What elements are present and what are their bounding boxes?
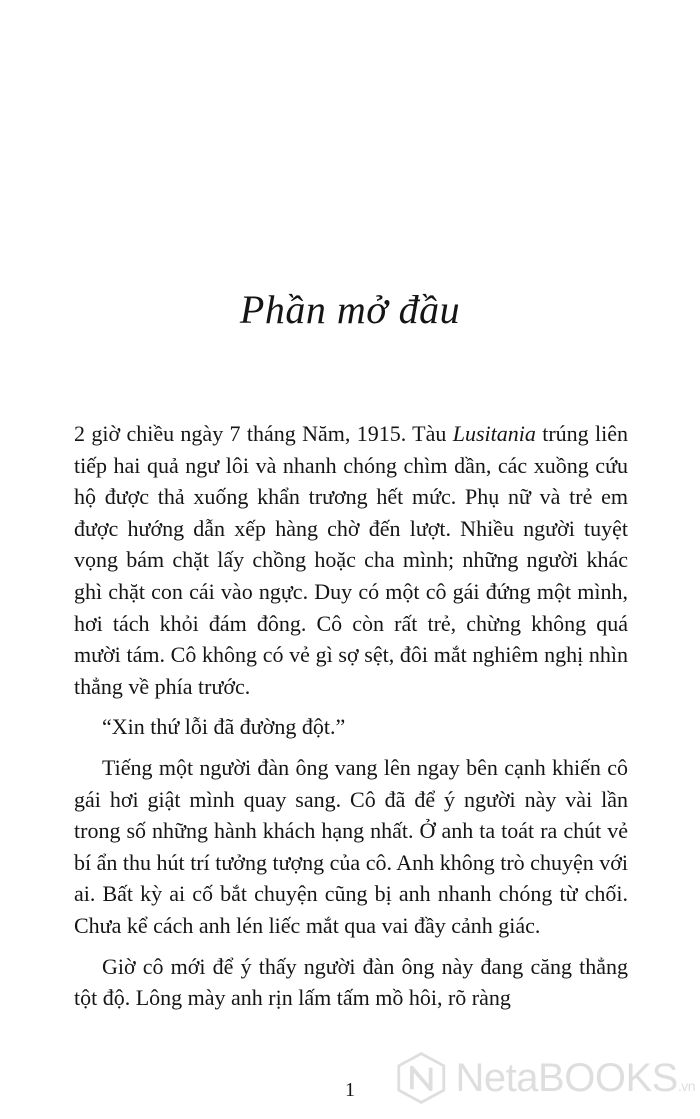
paragraph-1-start: 2 giờ chiều ngày 7 tháng Năm, 1915. Tàu [74, 421, 453, 446]
netabooks-logo-icon [395, 1050, 448, 1106]
watermark-text: NetaBOOKS.vn [455, 1055, 695, 1100]
page-number: 1 [345, 1079, 355, 1101]
chapter-title: Phần mở đầu [239, 287, 461, 332]
paragraph-1 [74, 418, 628, 702]
paragraph-4: Giờ cô mới để ý thấy người đàn ông này đang căng thẳng tột độ. Lông mày anh rịn lấm tấm mồ hôi, rõ ràng [74, 953, 628, 1011]
paragraph-2: “Xin thứ lỗi đã đường đột.” [102, 714, 346, 740]
paragraph-3: Tiếng một người đàn ông vang lên ngay bên cạnh khiến cô gái hơi giật mình quay sang. Cô đã để ý người này vài lần trong số những hành khách hạng nhất. Ở anh ta toát ra chút vẻ bí ẩn thu hút trí tưởng tượng của cô. Anh không trò chuyện với ai. Bất kỳ ai cố bắt chuyện cũng bị anh nhanh chóng từ chối. Chưa kể cách anh lén liếc mắt qua vai đầy cảnh giác. [74, 754, 628, 938]
chapter-body [74, 418, 628, 1023]
ship-name: Lusitania [452, 421, 536, 446]
paragraph-1-end: trúng liên tiếp hai quả ngư lôi và nhanh chóng chìm dần, các xuồng cứu hộ được thả xuống khẩn trương hết mức. Phụ nữ và trẻ em được hướng dẫn xếp hàng chờ đến lượt. Nhiều người tuyệt vọng bám chặt lấy chồng hoặc cha mình; những người khác ghì chặt con cái vào ngực. Duy có một cô gái đứng một mình, hơi tách khỏi đám đông. Cô còn rất trẻ, chừng không quá mười tám. Cô không có vẻ gì sợ sệt, đôi mắt nghiêm nghị nhìn thẳng về phía trước. [74, 421, 628, 699]
watermark [395, 1042, 695, 1114]
